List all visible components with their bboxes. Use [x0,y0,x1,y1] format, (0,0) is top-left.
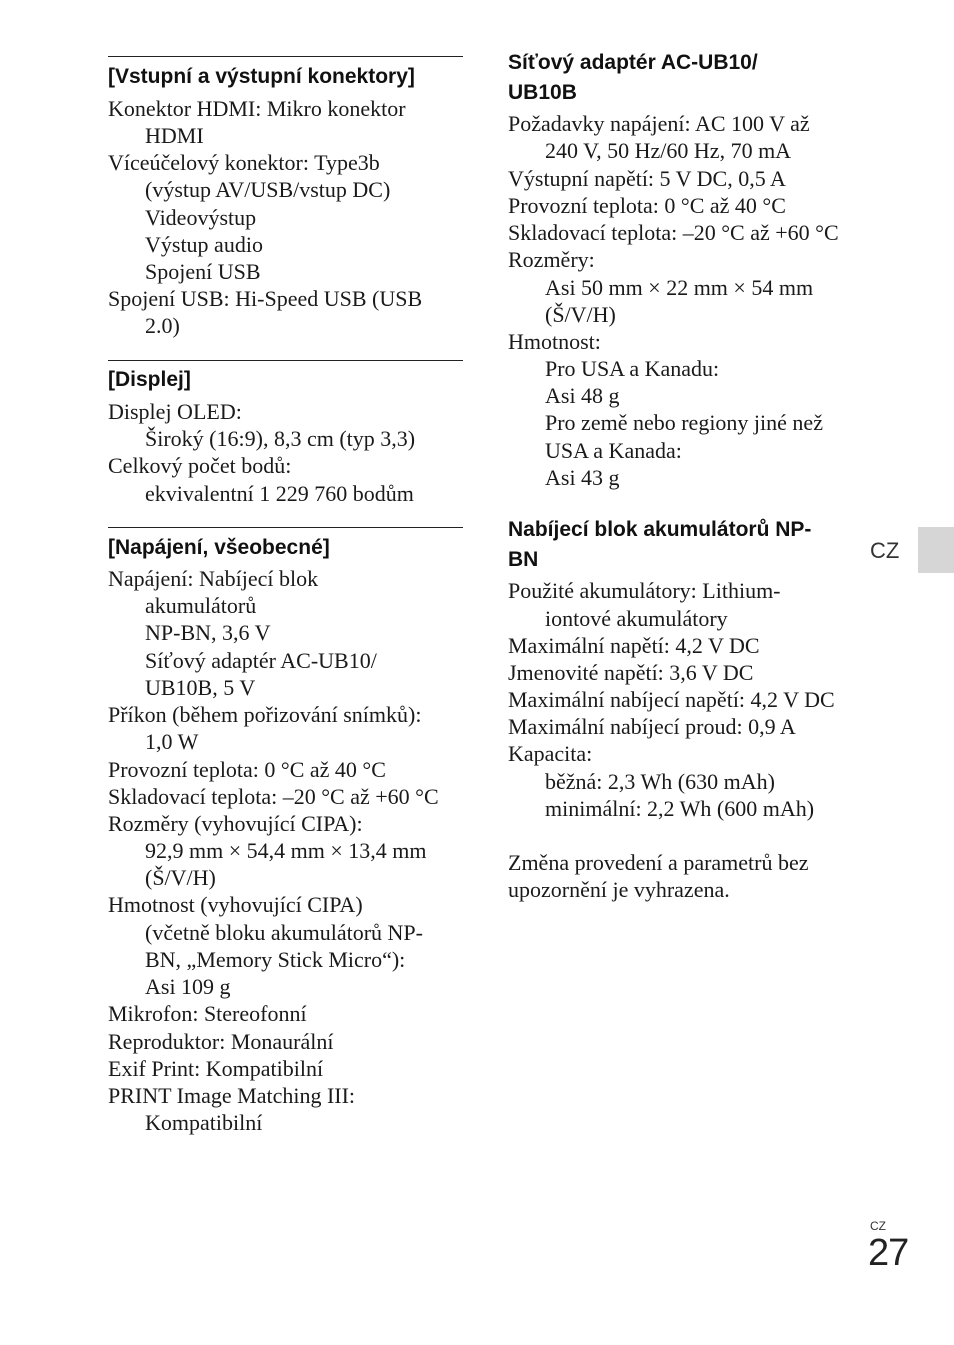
spec-line: Spojení USB: Hi-Speed USB (USB [108,286,423,311]
spec-line: (Š/V/H) [145,865,216,890]
section-divider [108,360,463,361]
spec-line: Pro země nebo regiony jiné než [545,410,823,435]
section-heading: [Displej] [108,368,191,391]
spec-line: Kapacita: [508,741,593,766]
spec-line: Spojení USB [145,259,261,284]
spec-line: HDMI [145,123,204,148]
spec-line: 2.0) [145,313,180,338]
spec-line: Požadavky napájení: AC 100 V až [508,111,810,136]
spec-line: Víceúčelový konektor: Type3b [108,150,380,175]
spec-line: akumulátorů [145,593,257,618]
spec-line: Napájení: Nabíjecí blok [108,566,319,591]
spec-line: Konektor HDMI: Mikro konektor [108,96,406,121]
spec-line: Široký (16:9), 8,3 cm (typ 3,3) [145,426,416,451]
spec-line: Výstup audio [145,232,263,257]
page-number: 27 [868,1232,909,1274]
section-heading-cont: BN [508,548,539,571]
spec-line: (Š/V/H) [545,302,616,327]
spec-line: USA a Kanada: [545,438,682,463]
spec-line: minimální: 2,2 Wh (600 mAh) [545,796,815,821]
spec-line: Provozní teplota: 0 °C až 40 °C [508,193,786,218]
spec-line: Asi 109 g [145,974,231,999]
section-heading: Nabíjecí blok akumulátorů NP- [508,518,812,541]
section-heading: Síťový adaptér AC-UB10/ [508,51,758,74]
spec-line: Maximální nabíjecí proud: 0,9 A [508,714,796,739]
spec-line: Skladovací teplota: –20 °C až +60 °C [108,784,439,809]
spec-line: Hmotnost (vyhovující CIPA) [108,892,363,917]
spec-line: (výstup AV/USB/vstup DC) [145,177,391,202]
note-line: Změna provedení a parametrů bez [508,850,809,875]
spec-line: NP-BN, 3,6 V [145,620,271,645]
spec-line: 240 V, 50 Hz/60 Hz, 70 mA [545,138,792,163]
section-heading: [Napájení, všeobecné] [108,536,330,559]
spec-line: Pro USA a Kanadu: [545,356,720,381]
spec-line: Použité akumulátory: Lithium- [508,578,781,603]
spec-line: ekvivalentní 1 229 760 bodům [145,481,414,506]
spec-line: Mikrofon: Stereofonní [108,1001,307,1026]
spec-line: Videovýstup [145,205,257,230]
spec-line: 92,9 mm × 54,4 mm × 13,4 mm [145,838,427,863]
spec-line: Příkon (během pořizování snímků): [108,702,422,727]
spec-line: Rozměry: [508,247,595,272]
spec-line: PRINT Image Matching III: [108,1083,356,1108]
section-divider [108,56,463,57]
spec-line: Skladovací teplota: –20 °C až +60 °C [508,220,839,245]
spec-line: Provozní teplota: 0 °C až 40 °C [108,757,386,782]
spec-line: Jmenovité napětí: 3,6 V DC [508,660,754,685]
section-heading: [Vstupní a výstupní konektory] [108,65,415,88]
spec-line: Maximální nabíjecí napětí: 4,2 V DC [508,687,835,712]
language-side-label: CZ [870,538,900,563]
spec-line: UB10B, 5 V [145,675,256,700]
spec-line: Maximální napětí: 4,2 V DC [508,633,760,658]
spec-line: iontové akumulátory [545,606,728,631]
spec-line: Celkový počet bodů: [108,453,292,478]
spec-line: BN, „Memory Stick Micro“): [145,947,406,972]
spec-line: 1,0 W [145,729,199,754]
spec-line: Asi 50 mm × 22 mm × 54 mm [545,275,814,300]
spec-line: Rozměry (vyhovující CIPA): [108,811,363,836]
spec-line: Reproduktor: Monaurální [108,1029,334,1054]
language-side-tab [918,527,954,573]
note-line: upozornění je vyhrazena. [508,877,730,902]
spec-line: Síťový adaptér AC-UB10/ [145,648,377,673]
spec-line: Displej OLED: [108,399,242,424]
footer-language: CZ [870,1219,886,1233]
spec-line: Kompatibilní [145,1110,263,1135]
spec-line: Exif Print: Kompatibilní [108,1056,324,1081]
spec-line: Hmotnost: [508,329,601,354]
spec-line: (včetně bloku akumulátorů NP- [145,920,423,945]
spec-line: Výstupní napětí: 5 V DC, 0,5 A [508,166,786,191]
section-divider [108,527,463,528]
spec-line: Asi 48 g [545,383,620,408]
spec-line: Asi 43 g [545,465,620,490]
spec-line: běžná: 2,3 Wh (630 mAh) [545,769,775,794]
section-heading-cont: UB10B [508,81,577,104]
